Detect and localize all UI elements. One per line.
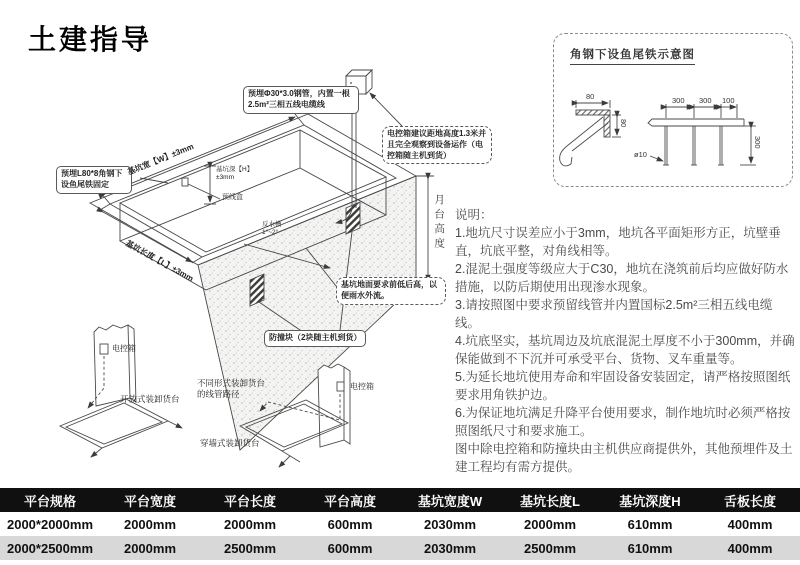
note-item: 5.为延长地坑使用寿命和牢固设备安装固定，请严格按照图纸要求用角铁护边。: [455, 370, 791, 402]
label-dock-height: 月台高度: [433, 194, 446, 252]
table-header-pit-width: 基坑宽度W: [400, 488, 500, 512]
label-drain-slope: 反水槽1°~2°: [262, 221, 282, 237]
label-control-box-a: 电控箱: [112, 344, 136, 353]
note-item: 6.为保证地坑满足升降平台使用要求，制作地坑时必须严格按照图纸尺寸和要求施工。: [455, 406, 791, 438]
note-item: 1.地坑尺寸误差应小于3mm，地坑各平面矩形方正，坑壁垂直，坑底平整，对角线相等。: [455, 226, 781, 258]
table-header-pit-length: 基坑长度L: [500, 488, 600, 512]
label-junction-box: 预线盒: [222, 194, 243, 201]
notes-title: 说明：: [455, 208, 493, 222]
callout-bumper: 防撞块（2块随主机到货）: [264, 330, 366, 347]
page-title: 土建指导: [28, 24, 153, 55]
label-conduit-paths: 不同形式装卸货台的线管路径: [197, 378, 266, 399]
table-cell: 2000mm: [100, 512, 200, 536]
label-pit-length: 基坑长度【L】±3mm: [124, 238, 195, 284]
dim-span-2: 300: [699, 96, 712, 105]
table-header-pit-depth: 基坑深度H: [600, 488, 700, 512]
spec-table: [0, 488, 800, 560]
label-pit-width: 基坑宽【W】±3mm: [126, 141, 195, 177]
notes-block: [455, 206, 796, 476]
callout-pit-floor: 基坑地面要求前低后高，以便雨水外流。: [336, 277, 446, 305]
table-cell: 2030mm: [400, 536, 500, 560]
table-cell: 610mm: [600, 512, 700, 536]
note-item: 图中除电控箱和防撞块由主机供应商提供外，其他预埋件及土建工程均有需方提供。: [455, 442, 793, 474]
dim-angle-width: 80: [586, 92, 595, 101]
dim-rod-length: 300: [753, 136, 762, 149]
dim-rod-diameter: ø10: [634, 150, 647, 159]
table-cell: 600mm: [300, 536, 400, 560]
note-item: 2.混泥土强度等级应大于C30，地坑在浇筑前后均应做好防水措施，以防后期使用出现渗水现象。: [455, 262, 789, 294]
note-item: 4.坑底坚实，基坑周边及坑底混泥土厚度不小于300mm，并确保能做到不下沉并可承受平台、货物、叉车重量等。: [455, 334, 795, 366]
label-through-dock: 穿墙式装卸货台: [200, 438, 260, 448]
table-header-platform-spec: 平台规格: [0, 488, 100, 512]
dim-span-3: 100: [722, 96, 735, 105]
table-cell: 2000mm: [100, 536, 200, 560]
dim-angle-height: 80: [619, 119, 628, 128]
table-cell: 2000mm: [200, 512, 300, 536]
callout-control-box: 电控箱建议距地高度1.3米并且完全观察到设备运作（电控箱随主机到货）: [382, 126, 492, 164]
label-pit-depth: 基坑深【H】±3mm: [216, 166, 250, 182]
table-header-platform-height: 平台高度: [300, 488, 400, 512]
label-control-box-b: 电控箱: [350, 382, 374, 391]
table-cell: 2000mm: [500, 512, 600, 536]
table-cell: 610mm: [600, 536, 700, 560]
dim-span-1: 300: [672, 96, 685, 105]
table-cell: 2000*2500mm: [0, 536, 100, 560]
table-cell: 400mm: [700, 512, 800, 536]
fishtail-detail-title: 角钢下设鱼尾铁示意图: [570, 46, 695, 65]
note-item: 3.请按照图中要求预留线管并内置国标2.5m²三相五线电缆线。: [455, 298, 773, 330]
table-header-lip-length: 舌板长度: [700, 488, 800, 512]
table-cell: 400mm: [700, 536, 800, 560]
table-cell: 2000*2000mm: [0, 512, 100, 536]
table-header-platform-width: 平台宽度: [100, 488, 200, 512]
table-cell: 2500mm: [500, 536, 600, 560]
callout-angle-steel: 预埋L80*8角钢下设鱼尾铁固定: [56, 166, 132, 194]
table-header-platform-length: 平台长度: [200, 488, 300, 512]
table-cell: 600mm: [300, 512, 400, 536]
label-open-dock: 开放式装卸货台: [120, 394, 180, 404]
callout-conduit: 预埋Φ30*3.0钢管，内置一根2.5m²三相五线电缆线: [243, 86, 359, 114]
table-cell: 2030mm: [400, 512, 500, 536]
table-cell: 2500mm: [200, 536, 300, 560]
